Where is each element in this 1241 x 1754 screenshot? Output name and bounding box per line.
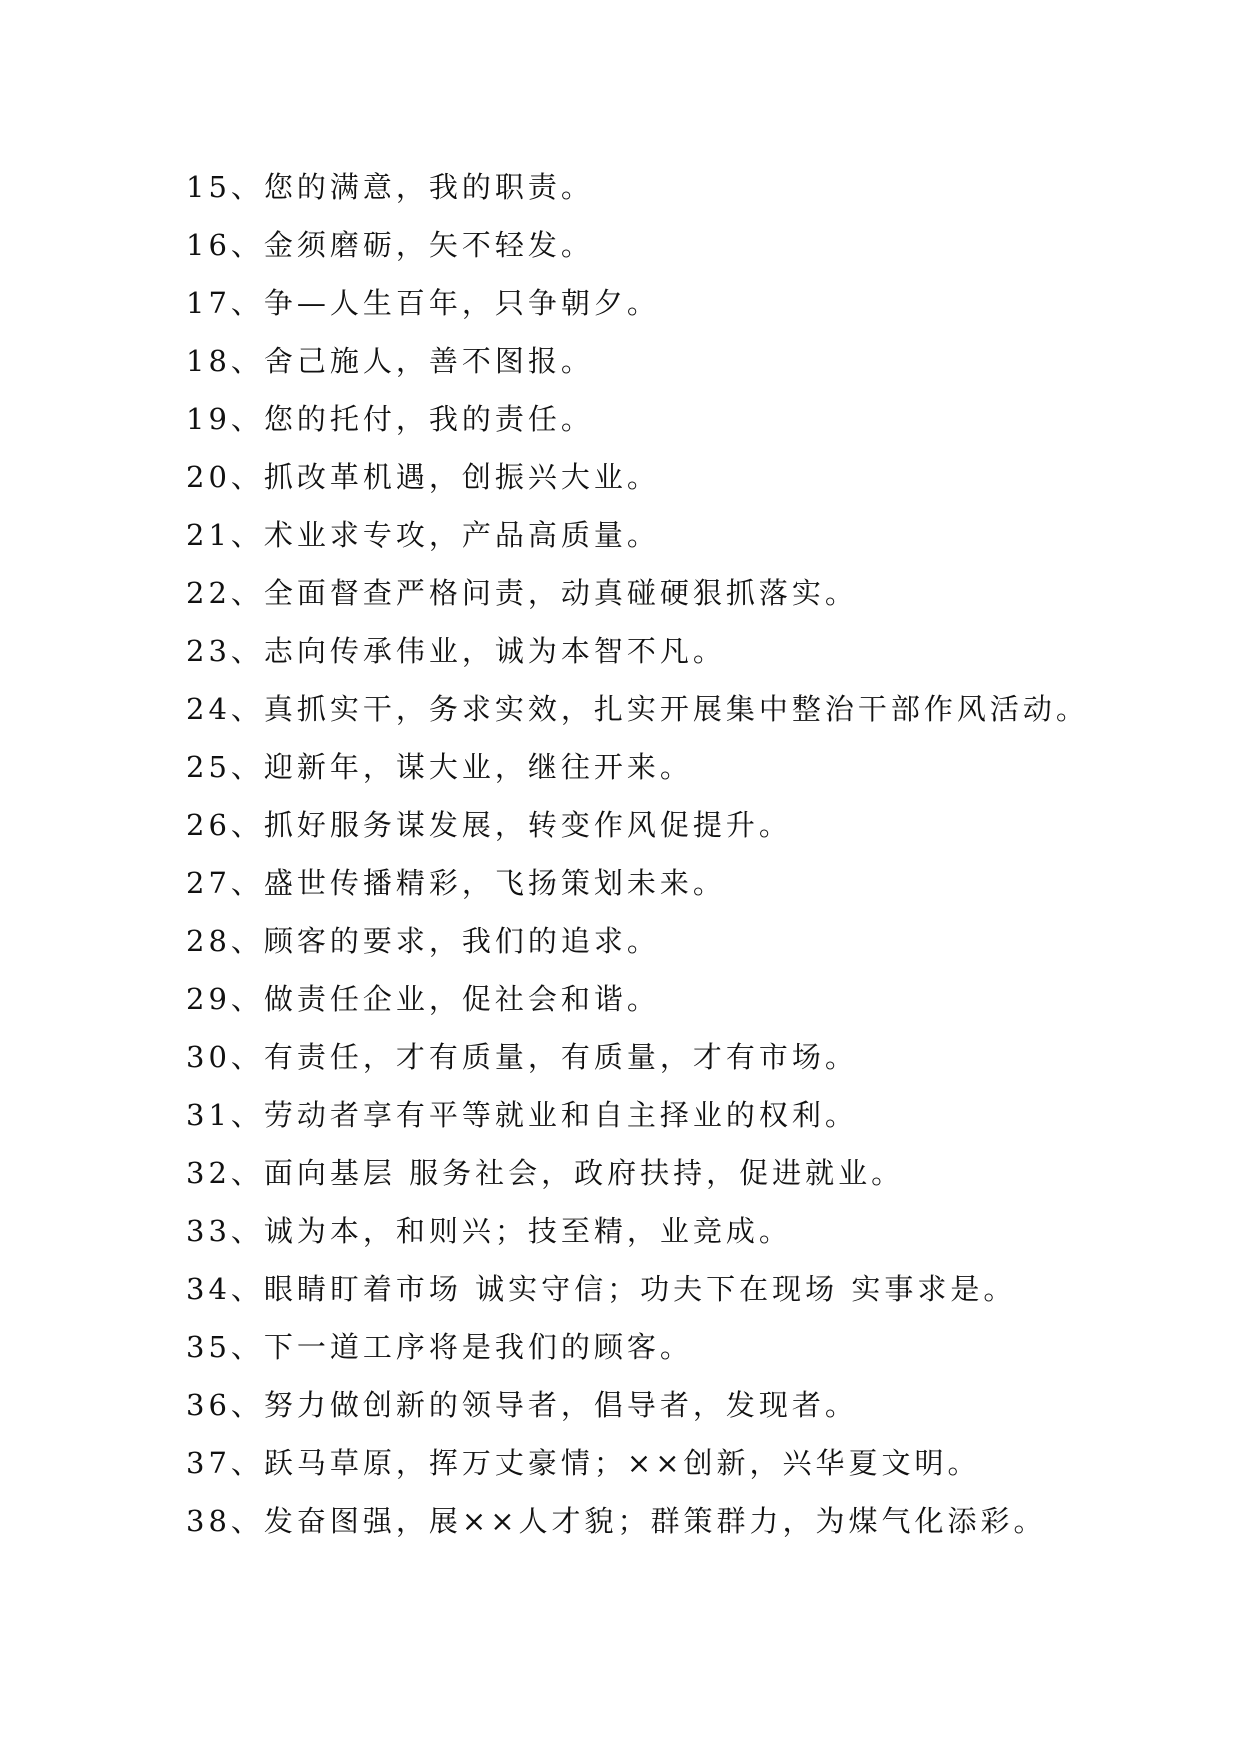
list-item: 28、顾客的要求，我们的追求。 (186, 924, 660, 958)
list-item: 15、您的满意，我的职责。 (186, 170, 594, 204)
list-item: 35、下一道工序将是我们的顾客。 (186, 1330, 693, 1364)
list-item: 33、诚为本，和则兴；技至精，业竞成。 (186, 1214, 792, 1248)
list-item: 29、做责任企业，促社会和谐。 (186, 982, 660, 1016)
list-item: 24、真抓实干，务求实效，扎实开展集中整治干部作风活动。 (186, 692, 1089, 726)
list-item: 17、争—人生百年，只争朝夕。 (186, 286, 660, 320)
list-item: 36、努力做创新的领导者，倡导者，发现者。 (186, 1388, 858, 1422)
list-item: 34、眼睛盯着市场 诚实守信；功夫下在现场 实事求是。 (186, 1272, 1017, 1306)
list-item: 27、盛世传播精彩，飞扬策划未来。 (186, 866, 726, 900)
list-item: 22、全面督查严格问责，动真碰硬狠抓落实。 (186, 576, 858, 610)
list-item: 20、抓改革机遇，创振兴大业。 (186, 460, 660, 494)
list-item: 25、迎新年，谋大业，继往开来。 (186, 750, 693, 784)
list-item: 30、有责任，才有质量，有质量，才有市场。 (186, 1040, 858, 1074)
list-item: 26、抓好服务谋发展，转变作风促提升。 (186, 808, 792, 842)
list-item: 16、金须磨砺，矢不轻发。 (186, 228, 594, 262)
list-item: 18、舍己施人，善不图报。 (186, 344, 594, 378)
list-item: 21、术业求专攻，产品高质量。 (186, 518, 660, 552)
slogan-list (186, 158, 1089, 1550)
list-item: 38、发奋图强，展××人才貌；群策群力，为煤气化添彩。 (186, 1504, 1047, 1538)
list-item: 19、您的托付，我的责任。 (186, 402, 594, 436)
list-item: 23、志向传承伟业，诚为本智不凡。 (186, 634, 726, 668)
list-item: 31、劳动者享有平等就业和自主择业的权利。 (186, 1098, 858, 1132)
list-item: 37、跃马草原，挥万丈豪情；××创新，兴华夏文明。 (186, 1446, 981, 1480)
list-item: 32、面向基层 服务社会，政府扶持，促进就业。 (186, 1156, 905, 1190)
